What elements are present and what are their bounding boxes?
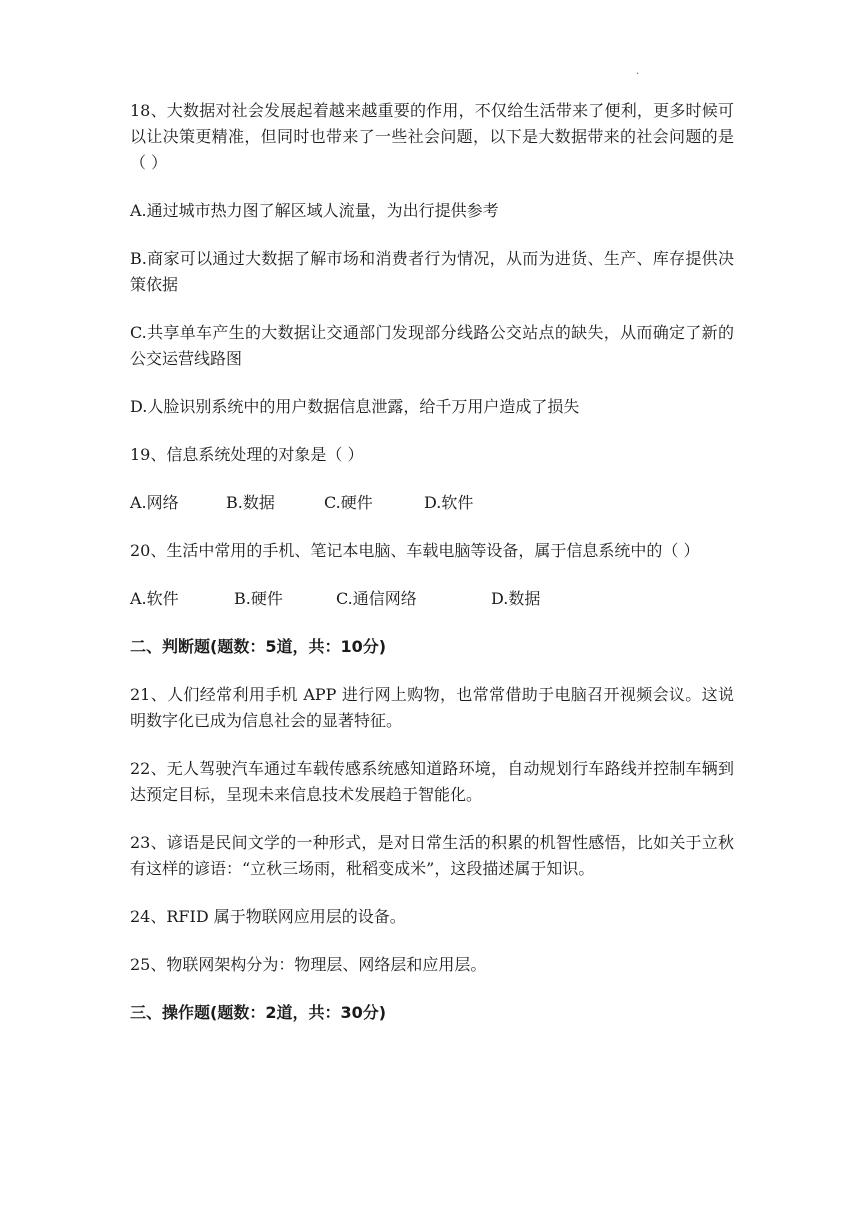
question-19-option-c: C.硬件 bbox=[324, 493, 373, 512]
section-operation-heading: 三、操作题(题数：2道，共：30分) bbox=[130, 1003, 387, 1022]
header-mark: . bbox=[636, 66, 640, 77]
question-20-option-b: B.硬件 bbox=[234, 589, 283, 608]
question-19-options bbox=[130, 490, 734, 516]
question-18-option-b: B.商家可以通过大数据了解市场和消费者行为情况，从而为进货、生产、库存提供决策依据 bbox=[130, 249, 734, 294]
question-20-stem: 20、生活中常用的手机、笔记本电脑、车载电脑等设备，属于信息系统中的（ ） bbox=[130, 541, 700, 560]
question-18-option-a: A.通过城市热力图了解区域人流量，为出行提供参考 bbox=[130, 201, 499, 220]
question-20-option-c: C.通信网络 bbox=[336, 589, 417, 608]
question-21: 21、人们经常利用手机 APP 进行网上购物，也常常借助于电脑召开视频会议。这说明数字化已成为信息社会的显著特征。 bbox=[130, 685, 734, 730]
question-24: 24、RFID 属于物联网应用层的设备。 bbox=[130, 907, 406, 926]
question-23: 23、谚语是民间文学的一种形式，是对日常生活的积累的机智性感悟，比如关于立秋有这样的谚语：“立秋三场雨，秕稻变成米”，这段描述属于知识。 bbox=[130, 833, 734, 878]
document-page bbox=[130, 98, 734, 1048]
question-19-option-b: B.数据 bbox=[226, 493, 275, 512]
question-25: 25、物联网架构分为：物理层、网络层和应用层。 bbox=[130, 955, 487, 974]
question-19-option-a: A.网络 bbox=[130, 493, 179, 512]
question-19-stem: 19、信息系统处理的对象是（ ） bbox=[130, 445, 364, 464]
question-19-option-d: D.软件 bbox=[424, 493, 474, 512]
question-20-options bbox=[130, 586, 734, 612]
question-20-option-d: D.数据 bbox=[491, 589, 541, 608]
question-18-option-d: D.人脸识别系统中的用户数据信息泄露，给千万用户造成了损失 bbox=[130, 397, 580, 416]
question-18-stem: 18、大数据对社会发展起着越来越重要的作用，不仅给生活带来了便利，更多时候可以让决策更精准，但同时也带来了一些社会问题，以下是大数据带来的社会问题的是（ ） bbox=[130, 101, 734, 172]
question-20-option-a: A.软件 bbox=[130, 589, 179, 608]
question-22: 22、无人驾驶汽车通过车载传感系统感知道路环境，自动规划行车路线并控制车辆到达预定目标，呈现未来信息技术发展趋于智能化。 bbox=[130, 759, 734, 804]
section-true-false-heading: 二、判断题(题数：5道，共：10分) bbox=[130, 637, 387, 656]
question-18-option-c: C.共享单车产生的大数据让交通部门发现部分线路公交站点的缺失，从而确定了新的公交运营线路图 bbox=[130, 323, 734, 368]
